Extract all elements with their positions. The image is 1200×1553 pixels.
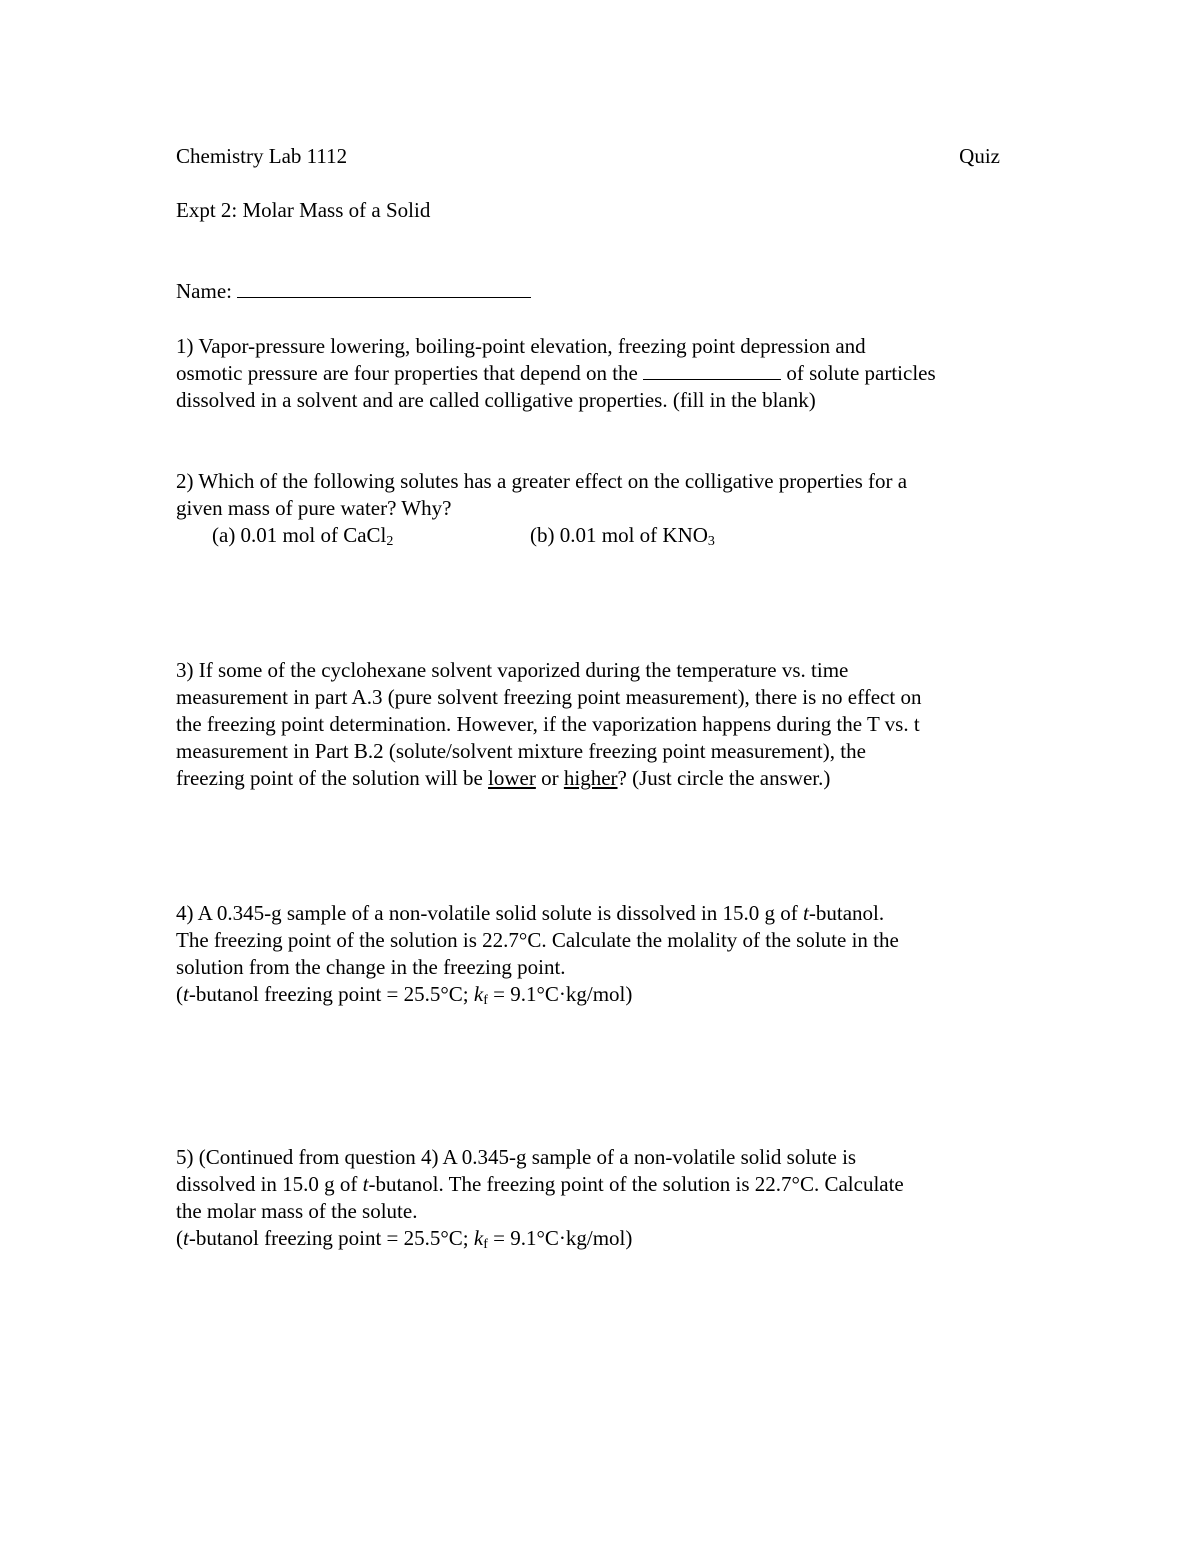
q3-line-3: the freezing point determination. However, if the vaporization happens during the T vs. t	[176, 712, 920, 736]
q4-const-mid: -butanol freezing point = 25.5°C;	[188, 982, 474, 1006]
q5-const-sub: f	[483, 1237, 488, 1252]
q5-constants	[176, 1225, 1026, 1252]
q1-line-2	[176, 360, 1026, 387]
q3-line-2: measurement in part A.3 (pure solvent freezing point measurement), there is no effect on	[176, 685, 922, 709]
q4-line-3: solution from the change in the freezing point.	[176, 955, 566, 979]
name-row	[176, 278, 1026, 305]
q3-line-5	[176, 765, 1026, 792]
q5-const-t: t	[183, 1226, 189, 1250]
q3-choice-lower[interactable]: lower	[488, 766, 536, 790]
question-5	[176, 1144, 1026, 1252]
q2-option-b[interactable]	[530, 522, 715, 549]
q4-line-2: The freezing point of the solution is 22.7°C. Calculate the molality of the solute in the	[176, 928, 899, 952]
header-row	[176, 143, 1000, 170]
name-label: Name:	[176, 279, 232, 303]
q5-line-2-pre: dissolved in 15.0 g of	[176, 1172, 363, 1196]
quiz-label: Quiz	[959, 144, 1000, 168]
name-blank-line[interactable]	[237, 279, 531, 298]
question-1	[176, 333, 1026, 414]
q2-option-a[interactable]	[212, 522, 530, 549]
q3-line-5-pre: freezing point of the solution will be	[176, 766, 489, 790]
q4-t-italic: t	[803, 901, 809, 925]
q2-options	[176, 522, 1026, 549]
q3-choice-higher[interactable]: higher	[563, 766, 618, 790]
q4-line-1-pre: 4) A 0.345-g sample of a non-volatile solid solute is dissolved in 15.0 g of	[176, 901, 804, 925]
q3-line-5-mid: or	[535, 766, 564, 790]
q1-fill-blank[interactable]	[643, 361, 781, 380]
q1-line-1: 1) Vapor-pressure lowering, boiling-point elevation, freezing point depression and	[176, 334, 866, 358]
experiment-title: Expt 2: Molar Mass of a Solid	[176, 198, 431, 222]
q2-option-b-text: (b) 0.01 mol of KNO	[530, 523, 708, 547]
question-4	[176, 900, 1026, 1008]
q5-const-post: = 9.1°C·kg/mol)	[487, 1226, 633, 1250]
course-title: Chemistry Lab 1112	[176, 144, 348, 168]
q4-const-t: t	[183, 982, 189, 1006]
q4-const-k: k	[473, 982, 484, 1006]
q5-const-mid: -butanol freezing point = 25.5°C;	[188, 1226, 474, 1250]
q5-t-italic: t	[362, 1172, 369, 1196]
q4-line-1-post: -butanol.	[808, 901, 885, 925]
q1-line-2-post: of solute particles	[781, 361, 936, 385]
q2-line-2: given mass of pure water? Why?	[176, 496, 452, 520]
q1-line-2-pre: osmotic pressure are four properties that depend on the	[176, 361, 644, 385]
question-2	[176, 468, 1026, 549]
question-3	[176, 657, 1026, 792]
q2-line-1: 2) Which of the following solutes has a greater effect on the colligative properties for a	[176, 469, 908, 493]
q3-line-4: measurement in Part B.2 (solute/solvent mixture freezing point measurement), the	[176, 739, 866, 763]
q5-line-3: the molar mass of the solute.	[176, 1199, 418, 1223]
q3-line-1: 3) If some of the cyclohexane solvent vaporized during the temperature vs. time	[176, 658, 849, 682]
q5-line-2	[176, 1171, 1026, 1198]
q4-const-post: = 9.1°C·kg/mol)	[487, 982, 633, 1006]
q4-constants	[176, 981, 1026, 1008]
q4-const-sub: f	[483, 993, 488, 1008]
q1-line-3: dissolved in a solvent and are called colligative properties. (fill in the blank)	[176, 388, 816, 412]
q4-const-pre: (	[176, 982, 183, 1006]
q5-const-k: k	[473, 1226, 484, 1250]
q5-line-1: 5) (Continued from question 4) A 0.345-g sample of a non-volatile solid solute is	[176, 1145, 857, 1169]
q4-line-1	[176, 900, 1026, 927]
q5-line-2-post: -butanol. The freezing point of the solution is 22.7°C. Calculate	[368, 1172, 904, 1196]
q3-line-5-post: ? (Just circle the answer.)	[617, 766, 831, 790]
q5-const-pre: (	[176, 1226, 183, 1250]
q2-option-a-text: (a) 0.01 mol of CaCl	[212, 523, 387, 547]
q2-option-a-subscript: 2	[386, 534, 394, 549]
q2-option-b-subscript: 3	[707, 534, 715, 549]
